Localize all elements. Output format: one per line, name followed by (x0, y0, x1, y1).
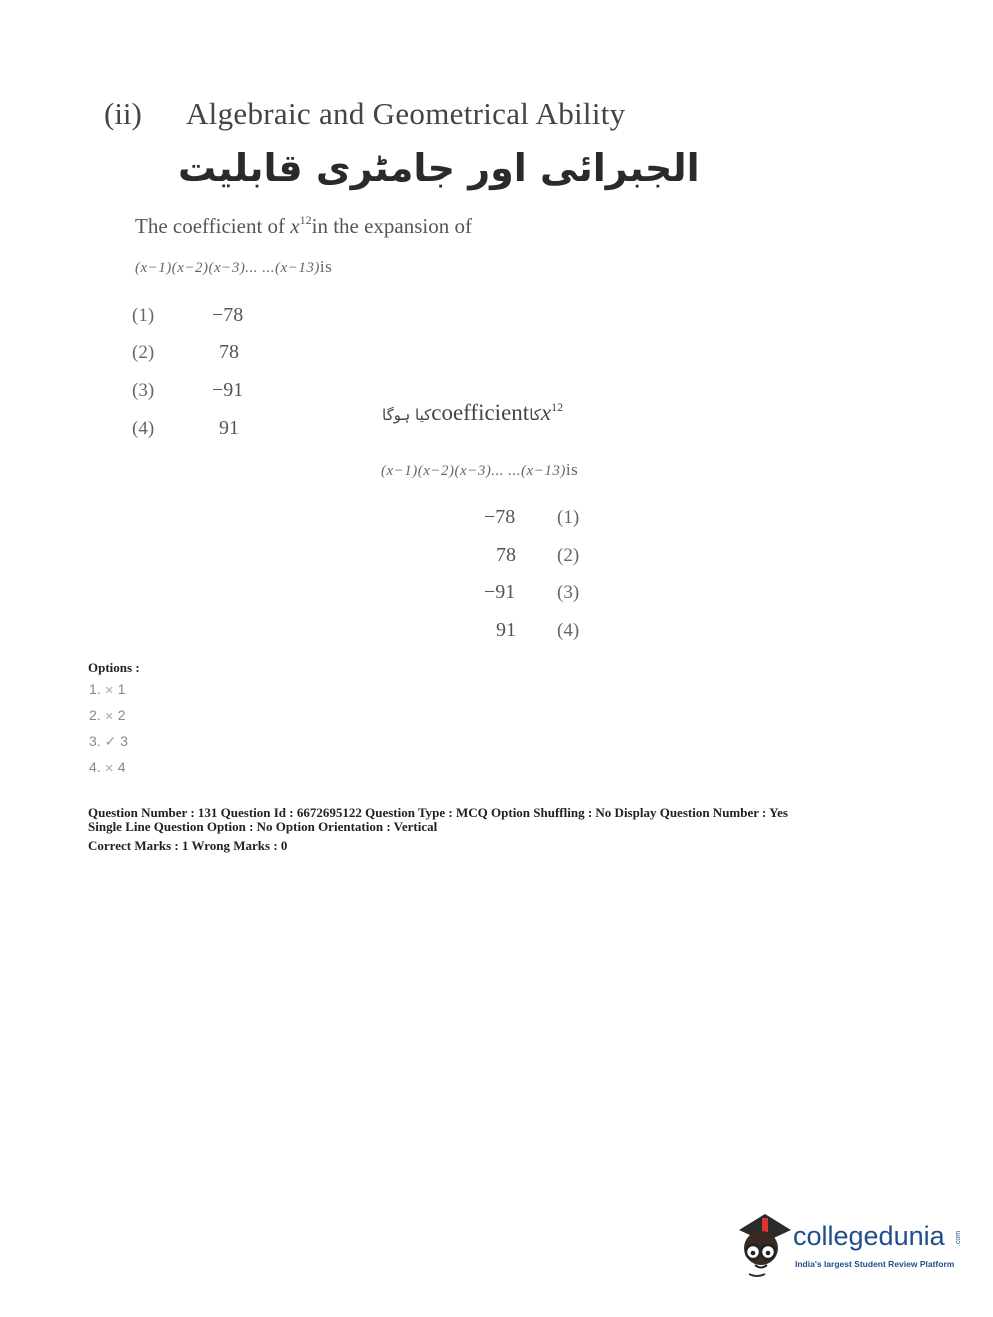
option-ur-2-num: (2) (557, 545, 580, 566)
question-power: 12 (299, 213, 312, 227)
option-en-2-value: 78 (219, 341, 239, 363)
answer-option-2 (89, 707, 125, 723)
urdu-power: 12 (551, 400, 564, 414)
answer-index: 3. (89, 733, 101, 749)
option-ur-1-num: (1) (557, 507, 580, 528)
option-en-4-num: (4) (132, 418, 155, 439)
cross-icon: ✕ (104, 763, 114, 775)
question-prefix: The coefficient of (135, 214, 291, 238)
options-label: Options : (88, 660, 140, 675)
section-number: (ii) (104, 96, 142, 131)
question-suffix: in the expansion of (311, 214, 473, 238)
section-title-urdu: الجبرائی اور جامٹری قابلیت (178, 146, 700, 190)
logo-wordmark: collegedunia (793, 1221, 945, 1251)
option-en-4-value: 91 (219, 417, 239, 439)
expression: (x−1)(x−2)(x−3)... ...(x−13) (135, 260, 320, 276)
question-text-ur (382, 400, 563, 426)
question-meta-line3: Correct Marks : 1 Wrong Marks : 0 (88, 838, 288, 853)
question-meta-line1: Question Number : 131 Question Id : 6672695122 Question Type : MCQ Option Shuffling : No Display Question Number : Yes (88, 805, 788, 820)
expression-ur-is: is (565, 460, 579, 479)
cross-icon: ✕ (104, 685, 114, 697)
cross-icon: ✕ (104, 711, 114, 723)
answer-index: 4. (89, 759, 101, 775)
answer-label: 2 (117, 707, 126, 723)
option-en-1-num: (1) (132, 305, 155, 326)
urdu-word: coefficient (431, 400, 530, 425)
logo-com: .com (955, 1230, 963, 1247)
question-var: x (290, 214, 300, 238)
option-ur-4-num: (4) (557, 620, 580, 641)
section-title: Algebraic and Geometrical Ability (186, 96, 626, 131)
expression-is: is (319, 257, 333, 276)
option-ur-3-num: (3) (557, 582, 580, 603)
urdu-end: کیا ہوگا (382, 406, 432, 424)
expression-ur: (x−1)(x−2)(x−3)... ...(x−13) (381, 463, 566, 479)
option-en-3-value: −91 (212, 379, 244, 401)
option-ur-2-value: 78 (496, 544, 516, 566)
option-en-3-num: (3) (132, 380, 155, 401)
option-en-2-num: (2) (132, 342, 155, 363)
option-en-1-value: −78 (212, 304, 244, 326)
option-ur-3-value: −91 (484, 581, 516, 603)
answer-option-4 (89, 759, 125, 775)
check-icon: ✓ (104, 733, 117, 749)
answer-label: 1 (117, 681, 126, 697)
urdu-var: x (540, 400, 552, 425)
question-expression-en (135, 257, 332, 277)
answer-option-3 (89, 733, 128, 750)
answer-label: 3 (120, 733, 128, 749)
option-ur-4-value: 91 (496, 619, 516, 641)
answer-option-1 (89, 681, 125, 697)
answer-label: 4 (117, 759, 126, 775)
answer-index: 1. (89, 681, 101, 697)
option-ur-1-value: −78 (484, 506, 516, 528)
logo-tagline: India's largest Student Review Platform (795, 1259, 955, 1269)
urdu-suffix: کا (529, 406, 541, 424)
question-text-en (135, 214, 472, 239)
question-expression-ur (381, 460, 578, 480)
answer-index: 2. (89, 707, 101, 723)
question-meta-line2: Single Line Question Option : No Option Orientation : Vertical (88, 819, 438, 834)
collegedunia-mascot-icon (735, 1208, 793, 1280)
